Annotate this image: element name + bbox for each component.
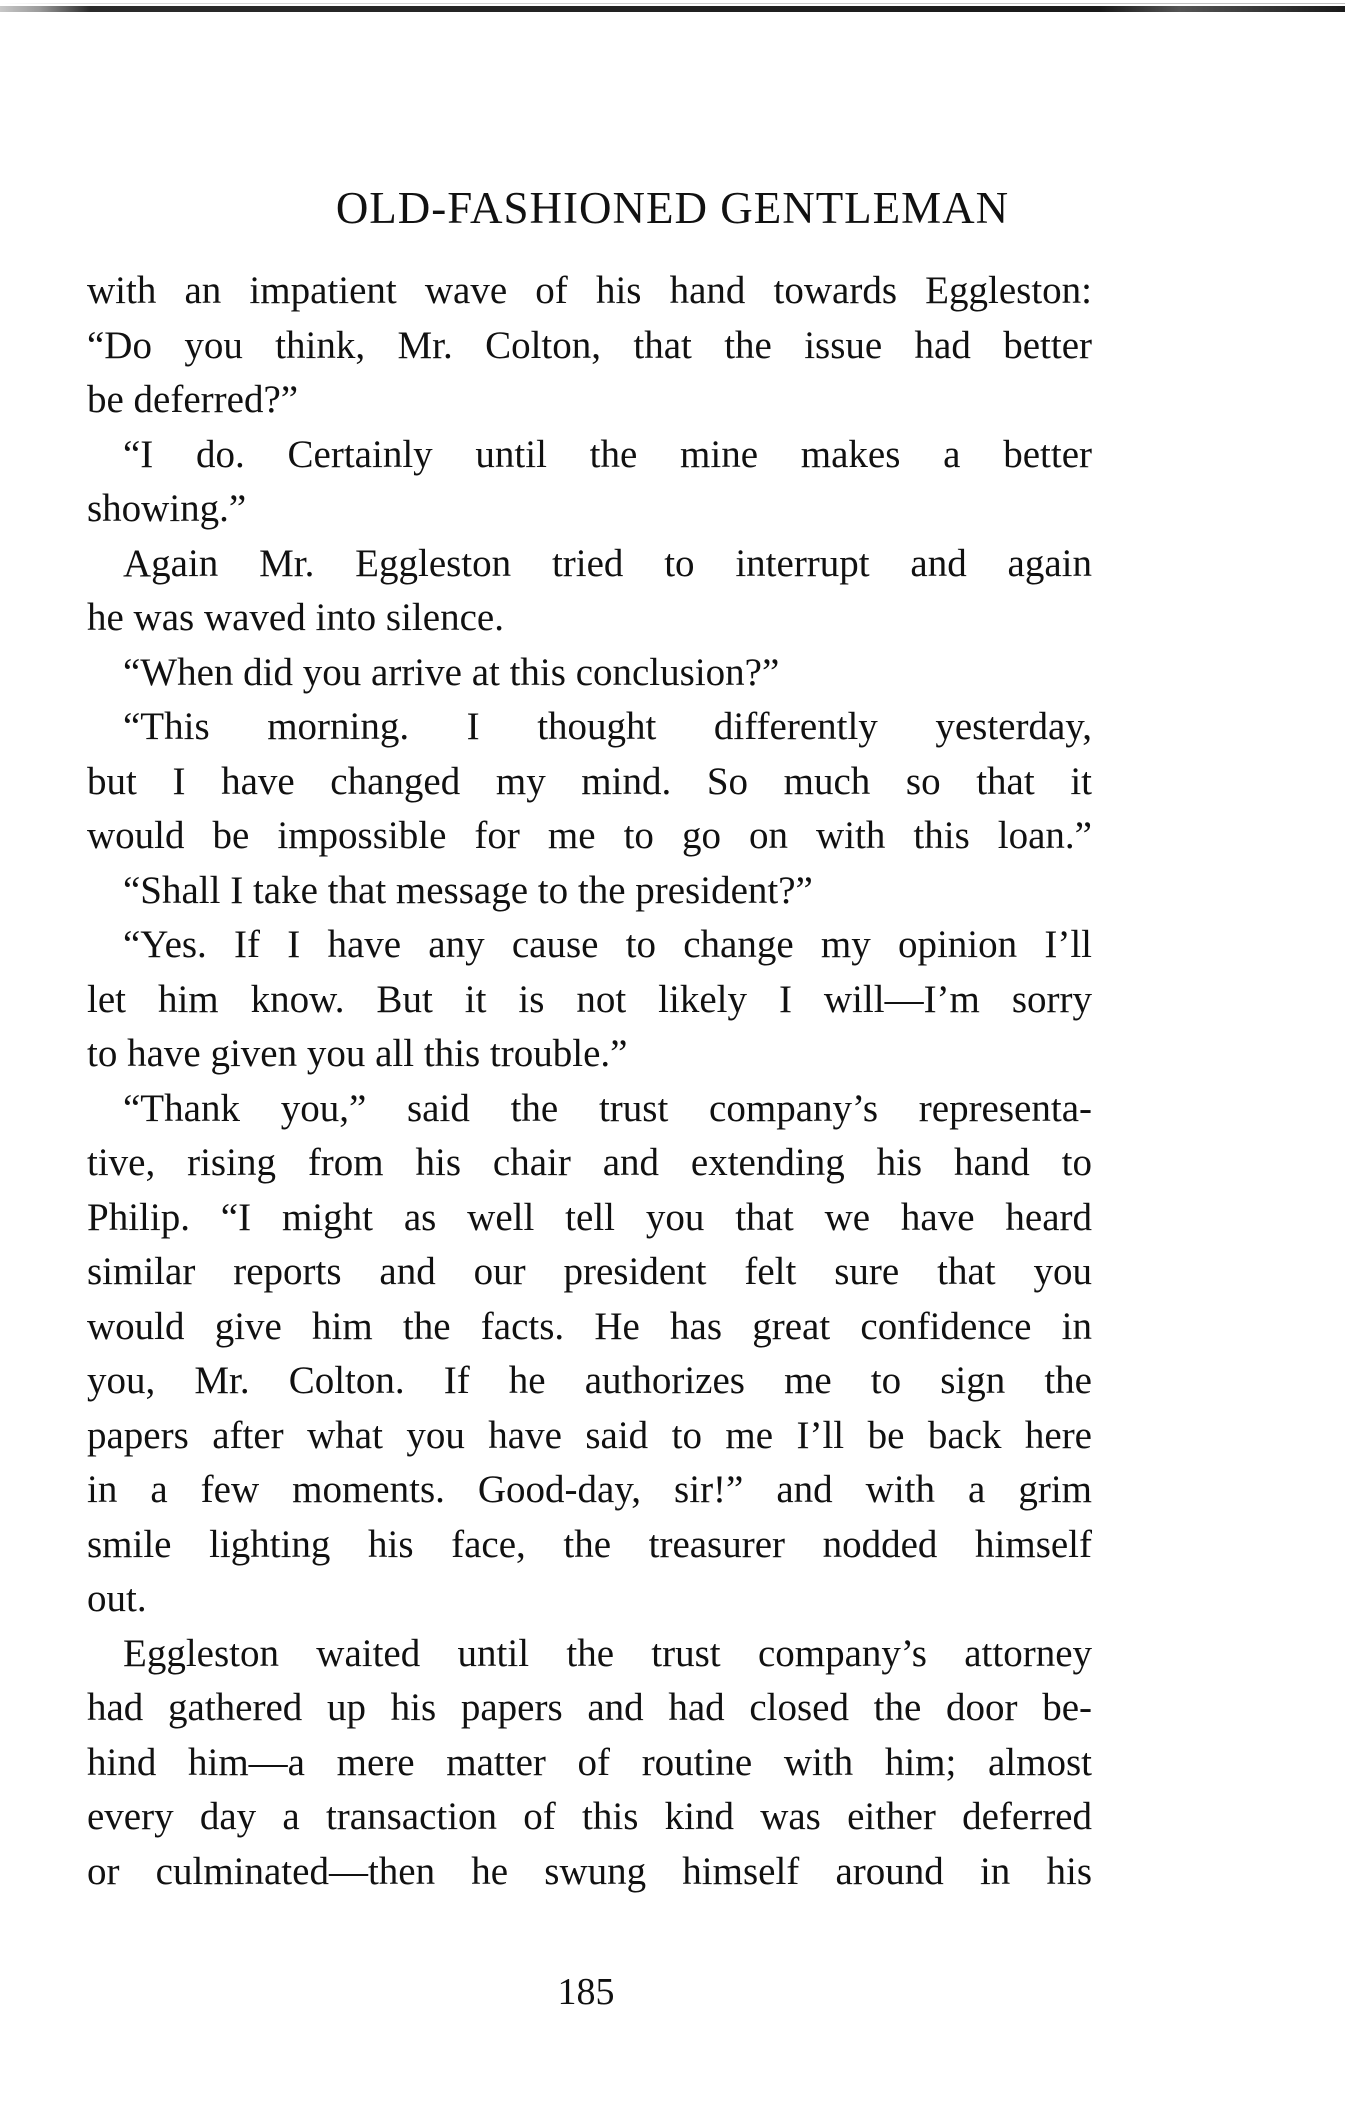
text-line: had gathered up his papers and had closed the door be- bbox=[87, 1686, 1092, 1729]
text-line: “I do. Certainly until the mine makes a better bbox=[123, 432, 1092, 476]
text-line: but I have changed my mind. So much so that it bbox=[87, 759, 1092, 803]
text-line: similar reports and our president felt sure that you bbox=[87, 1250, 1092, 1293]
text-line: let him know. But it is not likely I will—I’m sorry bbox=[87, 977, 1092, 1021]
text-line: “Shall I take that message to the president?” bbox=[123, 868, 813, 912]
text-line: “When did you arrive at this conclusion?” bbox=[123, 650, 780, 694]
page-number: 185 bbox=[557, 1971, 615, 2013]
text-line: every day a transaction of this kind was either deferred bbox=[87, 1795, 1092, 1838]
text-line: Eggleston waited until the trust company’s attorney bbox=[123, 1631, 1092, 1675]
text-line: you, Mr. Colton. If he authorizes me to sign the bbox=[87, 1359, 1092, 1402]
text-line: “Thank you,” said the trust company’s representa- bbox=[123, 1086, 1092, 1130]
text-line: would give him the facts. He has great confidence in bbox=[87, 1304, 1092, 1348]
text-line: “This morning. I thought differently yesterday, bbox=[123, 705, 1092, 748]
top-border-rule bbox=[0, 6, 1345, 12]
text-line: out. bbox=[87, 1577, 147, 1620]
text-line: “Do you think, Mr. Colton, that the issue had better bbox=[87, 323, 1092, 367]
text-line: with an impatient wave of his hand towards Eggleston: bbox=[87, 269, 1092, 312]
text-line: “Yes. If I have any cause to change my opinion I’ll bbox=[123, 923, 1092, 966]
text-line: would be impossible for me to go on with this loan.” bbox=[87, 814, 1092, 857]
text-line: papers after what you have said to me I’ll be back here bbox=[87, 1413, 1092, 1457]
top-edge-shadow bbox=[0, 3, 1345, 4]
running-head: OLD-FASHIONED GENTLEMAN bbox=[335, 183, 1010, 233]
text-line: Philip. “I might as well tell you that we have heard bbox=[87, 1195, 1092, 1239]
text-line: smile lighting his face, the treasurer nodded himself bbox=[87, 1522, 1092, 1566]
text-line: be deferred?” bbox=[87, 378, 299, 421]
text-line: to have given you all this trouble.” bbox=[87, 1032, 628, 1075]
body-text bbox=[87, 264, 1092, 1899]
text-line: hind him—a mere matter of routine with him; almost bbox=[87, 1740, 1092, 1784]
text-line: in a few moments. Good-day, sir!” and with a grim bbox=[87, 1468, 1092, 1511]
text-line: or culminated—then he swung himself around in his bbox=[87, 1849, 1092, 1893]
text-line: Again Mr. Eggleston tried to interrupt and again bbox=[123, 541, 1092, 585]
text-line: showing.” bbox=[87, 487, 247, 530]
text-line: tive, rising from his chair and extending his hand to bbox=[87, 1141, 1092, 1184]
text-line: he was waved into silence. bbox=[87, 596, 504, 639]
